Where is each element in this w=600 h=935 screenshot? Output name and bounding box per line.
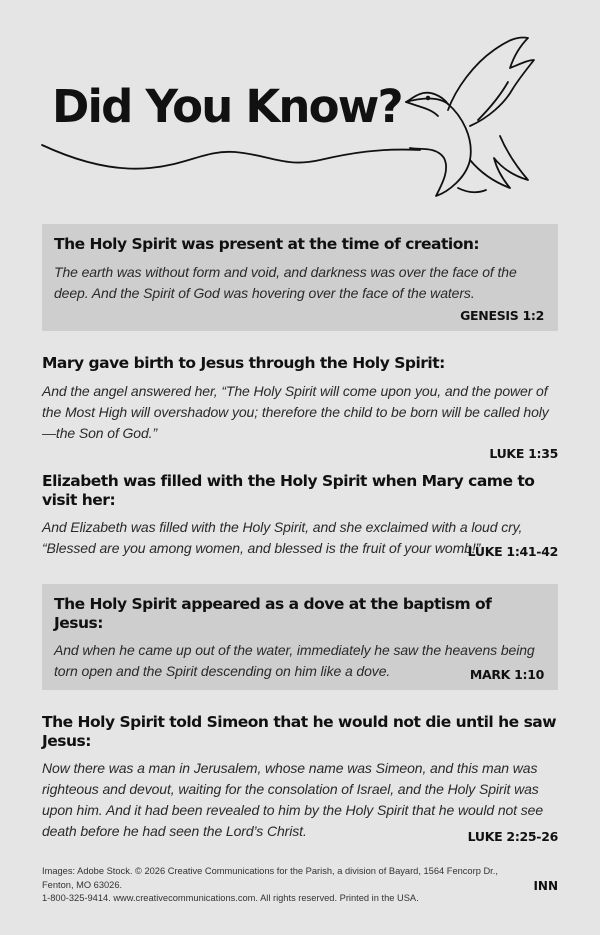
header xyxy=(0,0,600,215)
scripture-reference: LUKE 1:41-42 xyxy=(467,544,558,559)
fact-heading: The Holy Spirit told Simeon that he would not die until he saw Jesus: xyxy=(42,713,557,750)
scripture-reference: GENESIS 1:2 xyxy=(460,308,544,323)
fact-card-elizabeth xyxy=(42,472,558,562)
scripture-text: The earth was without form and void, and darkness was over the face of the deep. And the Spirit of God was hovering over the face of the waters. xyxy=(54,263,517,301)
scripture-reference: MARK 1:10 xyxy=(469,667,544,682)
scripture-text: Now there was a man in Jerusalem, whose name was Simeon, and this man was righteous and devout, waiting for the consolation of Israel, and the Holy Spirit was upon him. And it had been revealed to him by the Holy Spirit that he would not see death before he had seen the Lord’s Christ. xyxy=(42,760,544,840)
product-code: INN xyxy=(533,879,558,893)
page-title: Did You Know? xyxy=(52,80,402,133)
fact-card-mary xyxy=(42,354,558,460)
fact-heading: Elizabeth was filled with the Holy Spirit when Mary came to visit her: xyxy=(42,472,535,509)
scripture-reference: LUKE 2:25-26 xyxy=(467,829,558,844)
copyright-line: Images: Adobe Stock. © 2026 Creative Communications for the Parish, a division of Bayard, 1564 Fencorp Dr., Fenton, MO 63026. xyxy=(42,866,498,890)
scripture-text: And Elizabeth was filled with the Holy Spirit, and she exclaimed with a loud cry, “Blessed are you among women, and blessed is the fruit of your womb!” xyxy=(42,519,523,557)
fact-heading: Mary gave birth to Jesus through the Holy Spirit: xyxy=(42,354,445,372)
fact-heading: The Holy Spirit was present at the time of creation: xyxy=(54,235,480,253)
contact-line: 1-800-325-9414. www.creativecommunications.com. All rights reserved. Printed in the USA. xyxy=(42,893,419,903)
dove-icon xyxy=(0,0,600,215)
fact-card-creation xyxy=(42,224,558,331)
fact-card-simeon xyxy=(42,713,558,844)
scripture-reference: LUKE 1:35 xyxy=(489,446,558,461)
scripture-text: And when he came up out of the water, immediately he saw the heavens being torn open and the Spirit descending on him like a dove. xyxy=(54,642,535,680)
fact-heading: The Holy Spirit appeared as a dove at the baptism of Jesus: xyxy=(54,595,492,632)
scripture-text: And the angel answered her, “The Holy Spirit will come upon you, and the power of the Most High will overshadow you; therefore the child to be born will be called holy—the Son of God.” xyxy=(42,382,549,441)
fact-card-baptism xyxy=(42,584,558,690)
copyright-footer xyxy=(42,865,512,906)
